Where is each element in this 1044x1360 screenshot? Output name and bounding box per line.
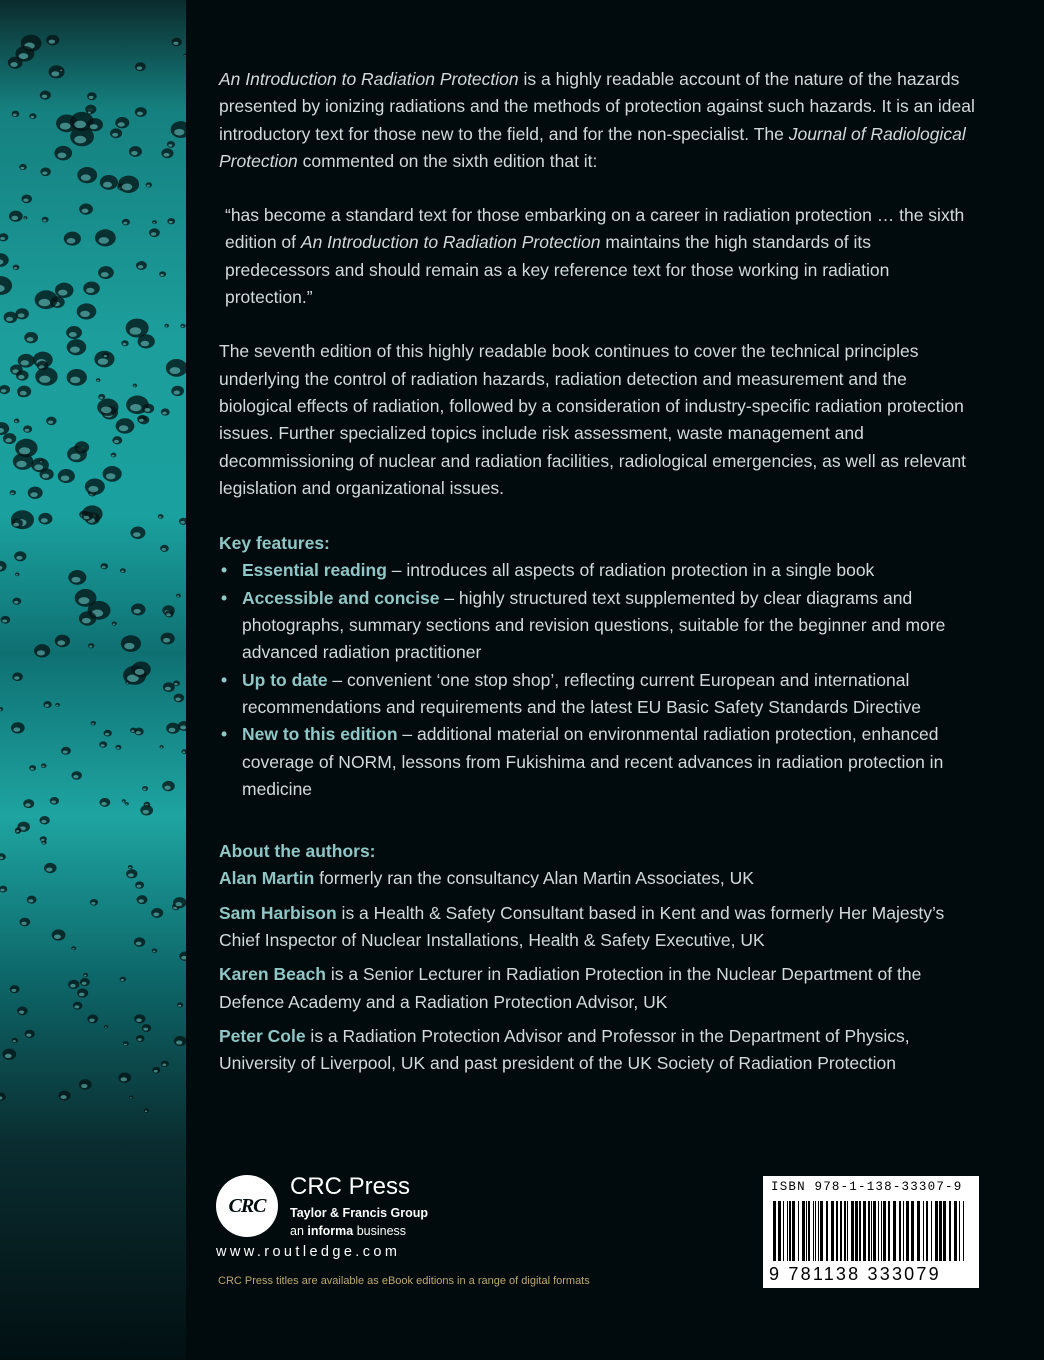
water-droplet [180,324,185,328]
water-droplet [165,610,174,617]
author-name: Sam Harbison [219,902,337,923]
water-droplet [167,141,175,148]
feature-text: – highly structured text supplemented by clear diagrams and photographs, summary sections and revision questions, suitable for the beginner and more advanced radiation practitioner [242,587,946,663]
water-droplet [130,527,145,539]
water-droplet [61,747,71,755]
water-droplet [100,563,108,569]
author-bio: is a Senior Lecturer in Radiation Protection in the Nuclear Department of the Defence Academy and a Radiation Protection Advisor, UK [219,964,922,1012]
barcode-bar [820,1201,823,1261]
water-droplet [110,128,122,138]
barcode-bar [840,1201,842,1261]
water-droplet [27,896,37,904]
water-droplet [115,117,129,128]
water-droplet [49,65,65,78]
water-droplet [68,570,86,585]
water-droplet [152,948,157,952]
water-droplet [83,973,88,977]
water-droplet [58,469,75,483]
publisher-website-link[interactable]: www.routledge.com [216,1244,401,1260]
quote-text-1: “has become a standard text for those embarking on a career in radiation protection … the sixth edition of [225,205,965,253]
barcode-bar [949,1201,951,1261]
water-droplet [59,68,64,72]
water-droplet [50,797,59,805]
water-droplet [12,598,21,605]
key-features-list [219,557,979,803]
water-droplet [79,203,93,214]
water-droplet [38,513,52,525]
water-droplet [100,175,118,190]
water-droplet [104,730,112,737]
water-droplet [99,798,110,807]
water-droplet [19,164,27,170]
barcode-bar [899,1201,901,1261]
water-droplet [103,466,122,482]
water-droplet [129,146,142,157]
water-droplet [123,1041,129,1046]
water-droplet [177,1002,183,1007]
water-droplets-image [0,0,186,1360]
water-droplet [17,386,31,398]
barcode-digits: 9 781138 333079 [769,1264,941,1284]
barcode-bar [906,1201,909,1261]
water-droplet [135,107,147,117]
water-droplet [158,514,164,519]
bullet-icon: • [221,669,228,690]
water-droplet [126,869,137,878]
water-droplet [34,644,50,657]
water-droplet [79,611,97,625]
barcode-bar [813,1201,814,1261]
barcode-bar [926,1201,928,1261]
bullet-icon: • [221,560,228,581]
water-droplet [96,378,100,382]
water-droplet [55,635,70,648]
water-droplet [129,1096,133,1099]
water-droplet [125,681,130,685]
barcode-bar [836,1201,838,1261]
feature-title: Up to date [242,669,328,690]
informa-brand: informa [307,1224,354,1238]
business-prefix: an [290,1224,308,1238]
water-droplet [1,616,11,624]
feature-text: – introduces all aspects of radiation protection in a single book [386,560,875,581]
barcode-bar [859,1201,861,1261]
bullet-icon: • [221,587,228,608]
water-droplet [21,195,32,204]
cover-photo-water-droplets [0,0,186,1360]
feature-item [219,721,979,803]
barcode-bar [954,1201,957,1261]
author-name: Karen Beach [219,964,326,985]
barcode-bar [783,1201,784,1261]
barcode-bar [773,1201,776,1261]
water-droplet [176,594,181,598]
barcode-bar [893,1201,896,1261]
water-droplet [161,1061,169,1067]
water-droplet [39,459,44,463]
water-droplet [0,707,3,711]
water-droplet [67,339,87,355]
water-droplet [112,622,117,626]
water-droplet [11,518,23,528]
barcode-bar [871,1201,872,1261]
water-droplet [42,217,49,223]
water-droplet [87,92,97,100]
water-droplet [179,518,186,525]
water-droplet [152,220,157,224]
barcode-bar [787,1201,788,1261]
barcode-bar [883,1201,886,1261]
barcode-bar [881,1201,882,1261]
water-droplet [142,1024,151,1032]
water-droplet [120,977,126,982]
water-droplet [44,863,57,873]
barcode-bar [863,1201,866,1261]
quote-text-2: maintains the high standards of its predecessors and should remain as a key reference text for those working in radiation protection.” [225,232,890,308]
water-droplet [161,148,173,158]
author-entry [219,865,979,892]
feature-title: Accessible and concise [242,587,440,608]
water-droplet [41,763,47,768]
water-droplet [28,487,43,499]
water-droplet [171,386,184,396]
water-droplet [104,1025,108,1028]
water-droplet [67,446,87,462]
water-droplet [15,308,28,319]
water-droplet [9,211,23,222]
water-droplet [137,415,147,423]
author-name: Alan Martin [219,868,315,889]
water-droplet [161,408,170,415]
water-droplet [174,1036,186,1046]
water-droplet [122,219,130,226]
water-droplet [29,113,36,119]
intro-paragraph [219,66,979,175]
water-droplet [99,741,107,747]
water-droplet [75,589,97,607]
water-droplet [118,1072,131,1082]
water-droplet [88,643,94,648]
water-droplet [0,853,6,860]
water-droplet [40,91,51,100]
water-droplet [152,1067,160,1074]
water-droplet [133,384,138,388]
barcode-bar [935,1201,938,1261]
water-droplet [0,1093,6,1101]
water-droplet [136,261,147,270]
water-droplet [0,233,8,241]
water-droplet [83,282,100,296]
barcode-bar [888,1201,890,1261]
water-droplet [54,146,72,161]
barcode-bar [806,1201,807,1261]
water-droplet [13,265,20,270]
barcode-bar [798,1201,799,1261]
water-droplet [98,266,114,279]
water-droplet [122,799,126,802]
water-droplet [167,218,175,224]
author-bio: formerly ran the consultancy Alan Martin Associates, UK [314,868,754,889]
water-droplet [11,722,25,733]
water-droplet [64,232,81,246]
water-droplet [130,728,137,733]
water-droplet [4,312,18,323]
author-name: Peter Cole [219,1025,306,1046]
water-droplet [85,478,105,494]
water-droplet [131,604,146,616]
water-droplet [71,946,76,950]
feature-item [219,557,979,584]
water-droplet [91,721,96,725]
feature-text: – convenient ‘one stop shop’, reflecting current European and international recommendations and requirements and the latest EU Basic Safety Standards Directive [242,669,921,717]
water-droplet [71,771,81,780]
water-droplet [35,290,58,309]
water-droplet [23,425,32,432]
water-droplet [173,680,180,686]
barcode-bar [903,1201,904,1261]
water-droplet [68,980,79,989]
water-droplet [16,370,29,380]
barcode-bar [818,1201,819,1261]
water-droplet [173,897,186,908]
water-droplet [179,952,186,961]
water-droplet [14,419,20,424]
barcode-bar [868,1201,870,1261]
barcode-bar [789,1201,791,1261]
water-droplet [142,404,154,414]
intro-text-2: commented on the sixth edition that it: [297,150,598,171]
water-droplet [87,109,93,114]
description-paragraph: The seventh edition of this highly readable book continues to cover the technical principles underlying the control of radiation hazards, radiation detection and measurement and the biological effects of radiation, followed by a consideration of industry-specific radiation protection issues. Further specialized topics include risk assessment, waste management and decommissioning of nuclear and radiation facilities, radiological emergencies, as well as relevant legislation and organizational issues. [219,341,967,498]
barcode-bar [939,1201,942,1261]
water-droplet [39,816,49,824]
water-droplet [118,176,139,193]
water-droplet [12,1038,18,1043]
barcode-bar [802,1201,805,1261]
water-droplet [144,1108,149,1112]
water-droplet [0,253,9,266]
author-bio: is a Health & Safety Consultant based in Kent and was formerly Her Majesty’s Chief Inspector of Nuclear Installations, Health & Safety Executive, UK [219,902,945,951]
water-droplet [15,572,20,576]
barcode-bar [911,1201,914,1261]
water-droplet [102,352,109,358]
water-droplet [0,422,9,435]
water-droplet [137,895,148,904]
water-droplet [116,418,135,433]
water-droplet [43,701,51,708]
water-droplet [181,749,186,754]
water-droplet [14,551,26,561]
barcode-bar [959,1201,960,1261]
water-droplet [163,682,175,692]
water-droplet [166,359,186,377]
back-cover-text [219,66,979,1078]
book-title-italic: An Introduction to Radiation Protection [219,69,519,89]
water-droplet [140,805,153,815]
water-droplet [24,332,38,343]
water-droplet [15,439,37,457]
water-droplet [166,723,180,734]
water-droplet [135,62,146,71]
feature-title: Essential reading [242,560,387,581]
water-droplet [40,468,54,480]
barcode-bar [826,1201,828,1261]
water-droplet [25,1030,35,1038]
water-droplet [12,672,23,681]
barcode-bar [855,1201,858,1261]
water-droplet [0,385,10,394]
author-entry [219,961,979,1016]
water-droplet [95,229,116,246]
crc-logo-icon: CRC [216,1175,278,1237]
feature-text: – additional material on environmental radiation protection, enhanced coverage of NORM, lessons from Fukishima and recent advances in radiation protection in medicine [242,724,944,799]
water-droplet [162,781,175,791]
publisher-group: Taylor & Francis Group [290,1206,428,1220]
barcode-bar [931,1201,932,1261]
barcode-bar [792,1201,795,1261]
water-droplet [40,836,47,842]
water-droplet [138,334,155,348]
water-droplet [134,937,145,946]
water-droplet [2,1049,16,1060]
water-droplet [171,121,186,138]
water-droplet [0,886,7,893]
water-droplet [73,1002,83,1010]
water-droplet [116,745,122,750]
barcode-bars [771,1201,971,1263]
water-droplet [164,324,168,328]
water-droplet [135,881,144,888]
author-bio: is a Radiation Protection Advisor and Professor in the Department of Physics, University of Liverpool, UK and past president of the UK Society of Radiation Protection [219,1025,910,1074]
water-droplet [87,118,103,131]
water-droplet [55,703,60,707]
journal-title-italic: Journal of Radiological Protection [219,123,966,171]
water-droplet [80,978,90,986]
water-droplet [174,694,185,703]
barcode-bar [873,1201,876,1261]
water-droplet [77,988,88,997]
publisher-name: CRC Press [290,1173,411,1200]
barcode-bar [963,1201,964,1261]
water-droplet [10,490,16,495]
water-droplet [136,1035,144,1042]
feature-title: New to this edition [242,724,398,745]
water-droplet [121,340,128,346]
water-droplet [77,167,97,183]
water-droplet [40,167,51,176]
water-droplet [23,799,34,808]
water-droplet [87,1014,98,1023]
feature-item [219,667,979,722]
quote-book-title: An Introduction to Radiation Protection [300,232,601,253]
water-droplet [0,561,7,572]
bullet-icon: • [221,724,228,745]
barcode-bar [831,1201,834,1261]
water-droplet [149,228,160,237]
water-droplet [128,865,133,869]
barcode-bar [778,1201,781,1261]
publisher-block [216,1172,576,1292]
barcode-bar [844,1201,846,1261]
water-droplet [46,35,59,46]
water-droplet [184,53,186,57]
barcode-bar [878,1201,879,1261]
barcode-bar [808,1201,810,1261]
water-droplet [131,661,150,677]
water-droplet [142,786,148,791]
water-droplet [29,765,36,771]
author-entry [219,1023,979,1078]
water-droplet [160,545,169,552]
water-droplet [15,827,22,833]
feature-item [219,585,979,667]
ebook-note: CRC Press titles are available as eBook editions in a range of digital formats [218,1275,590,1287]
isbn-number: ISBN 978-1-138-33307-9 [771,1180,963,1194]
water-droplet [0,276,12,295]
water-droplet [112,436,122,444]
water-droplet [121,635,141,652]
water-droplet [52,929,66,940]
water-droplet [134,1014,145,1023]
intro-text-1: is a highly readable account of the nature of the hazards presented by ionizing radiations and the methods of protection against such hazards. It is an ideal introductory text for those new to the field, and for the non-specialist. The [219,69,975,144]
water-droplet [146,182,152,187]
barcode-bar [917,1201,920,1261]
water-droplet [160,745,164,748]
water-droplet [15,46,34,62]
publisher-business-line [290,1223,406,1239]
author-entry [219,900,979,955]
review-quote [219,202,979,311]
about-authors-heading: About the authors: [219,841,376,862]
water-droplet [23,216,27,219]
water-droplet [111,453,117,458]
barcode-bar [851,1201,854,1261]
water-droplet [97,399,118,416]
barcode-bar [923,1201,924,1261]
barcode-bar [847,1201,848,1261]
business-suffix: business [353,1224,407,1238]
water-droplet [20,918,31,927]
water-droplet [18,354,35,368]
water-droplet [67,369,87,386]
water-droplet [12,111,20,117]
water-droplet [159,271,166,277]
water-droplet [125,802,129,805]
isbn-barcode [763,1176,979,1288]
water-droplet [151,908,163,918]
water-droplet [77,303,97,319]
water-droplet [66,326,82,339]
water-droplet [172,38,182,46]
water-droplet [35,367,57,385]
water-droplet [46,417,56,426]
water-droplet [81,511,93,520]
key-features-heading: Key features: [219,533,330,554]
water-droplet [17,1007,28,1016]
water-droplet [79,1079,92,1090]
water-droplet [98,394,105,400]
water-droplet [58,1091,70,1101]
barcode-bar [943,1201,946,1261]
water-droplet [90,899,98,906]
barcode-bar [815,1201,816,1261]
water-droplet [160,633,174,645]
water-droplet [120,568,126,573]
water-droplet [10,985,20,993]
water-droplet [55,283,74,298]
water-droplet [3,433,16,444]
